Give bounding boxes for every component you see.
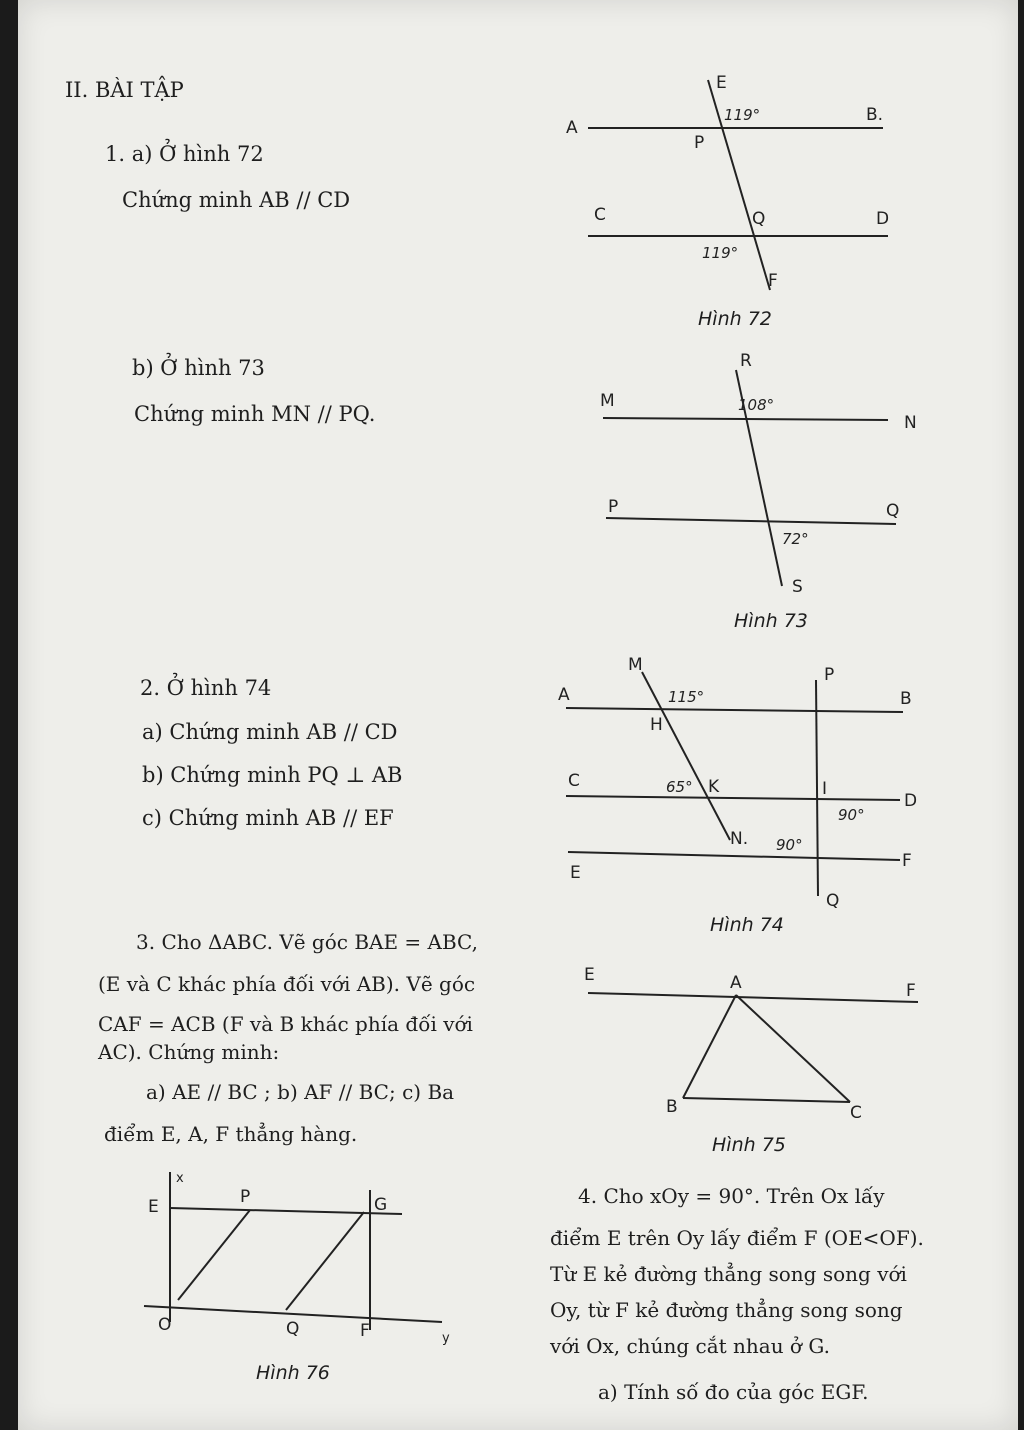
ex2-c: c) Chứng minh AB // EF bbox=[142, 806, 394, 830]
line-pq bbox=[606, 518, 896, 524]
h75-label-e: E bbox=[584, 965, 595, 985]
ex2-head: 2. Ở hình 74 bbox=[140, 676, 272, 700]
h73-label-r: R bbox=[740, 351, 752, 371]
caption-h75: Hình 75 bbox=[712, 1134, 786, 1156]
h73-angle-72: 72° bbox=[782, 530, 809, 548]
ex1-a-prove: Chứng minh AB // CD bbox=[122, 188, 351, 212]
h73-label-p: P bbox=[608, 497, 619, 517]
h72-label-q: Q bbox=[752, 209, 766, 229]
h73-label-n: N bbox=[904, 413, 917, 433]
line-pq-74 bbox=[816, 680, 818, 896]
side-ac bbox=[736, 995, 850, 1102]
section-title: II. BÀI TẬP bbox=[65, 78, 184, 102]
h74-label-i: I bbox=[822, 779, 828, 799]
h74-label-a: A bbox=[558, 685, 570, 705]
h76-label-p: P bbox=[240, 1187, 251, 1207]
ex1-a-line: 1. a) Ở hình 72 bbox=[105, 142, 264, 166]
h74-label-m: M bbox=[628, 655, 643, 675]
h76-label-e: E bbox=[148, 1197, 159, 1217]
h74-label-f: F bbox=[902, 851, 912, 871]
figures-canvas bbox=[18, 0, 1018, 1430]
ex4-line4: Oy, từ F kẻ đường thẳng song song bbox=[550, 1298, 903, 1322]
h72-label-p: P bbox=[694, 133, 705, 153]
h72-label-f: F bbox=[768, 271, 778, 291]
h74-label-b: B bbox=[900, 689, 912, 709]
line-op bbox=[178, 1210, 250, 1300]
ex3-line2: (E và C khác phía đối với AB). Vẽ góc bbox=[98, 972, 476, 996]
h76-label-q: Q bbox=[286, 1319, 300, 1339]
ex1-b-line: b) Ở hình 73 bbox=[132, 356, 265, 380]
ex4-line3: Từ E kẻ đường thẳng song song với bbox=[550, 1262, 907, 1286]
ex3-line6: điểm E, A, F thẳng hàng. bbox=[104, 1122, 358, 1146]
h75-label-a: A bbox=[730, 973, 742, 993]
ex4-line2: điểm E trên Oy lấy điểm F (OE<OF). bbox=[550, 1226, 924, 1250]
h73-label-q: Q bbox=[886, 501, 900, 521]
h74-label-q: Q bbox=[826, 891, 840, 911]
figure-75 bbox=[588, 993, 918, 1102]
ex4-line1: 4. Cho xOy = 90°. Trên Ox lấy bbox=[578, 1184, 885, 1208]
h76-label-x: x bbox=[176, 1171, 184, 1186]
h72-label-c: C bbox=[594, 205, 606, 225]
ex4-line5: với Ox, chúng cắt nhau ở G. bbox=[550, 1334, 830, 1358]
h74-label-p: P bbox=[824, 665, 835, 685]
h75-label-f: F bbox=[906, 981, 916, 1001]
h74-label-d: D bbox=[904, 791, 918, 811]
line-qg bbox=[286, 1212, 364, 1310]
caption-h72: Hình 72 bbox=[698, 308, 772, 330]
h72-label-d: D bbox=[876, 209, 890, 229]
ex3-line5: a) AE // BC ; b) AF // BC; c) Ba bbox=[146, 1080, 455, 1104]
h76-label-o: O bbox=[158, 1315, 172, 1335]
line-eg bbox=[170, 1208, 402, 1214]
h74-label-e: E bbox=[570, 863, 581, 883]
line-ef-74 bbox=[568, 852, 900, 860]
h74-label-n: N. bbox=[730, 829, 749, 849]
side-ab bbox=[683, 995, 736, 1098]
ex1-b-prove: Chứng minh MN // PQ. bbox=[134, 402, 376, 426]
h72-label-a: A bbox=[566, 118, 578, 138]
ex3-line4: AC). Chứng minh: bbox=[98, 1040, 280, 1064]
figure-74 bbox=[566, 672, 903, 896]
h74-angle-65: 65° bbox=[666, 778, 693, 796]
caption-h76: Hình 76 bbox=[256, 1362, 330, 1384]
h76-label-f: F bbox=[360, 1321, 370, 1341]
textbook-page bbox=[18, 0, 1018, 1430]
h75-label-b: B bbox=[666, 1097, 678, 1117]
ex3-line3: CAF = ACB (F và B khác phía đối với bbox=[98, 1012, 473, 1036]
h72-label-b: B. bbox=[866, 105, 884, 125]
h74-label-k: K bbox=[708, 777, 720, 797]
side-bc bbox=[683, 1098, 850, 1102]
h72-angle-bottom: 119° bbox=[702, 244, 739, 262]
ex3-line1: 3. Cho ΔABC. Vẽ góc BAE = ABC, bbox=[136, 930, 478, 954]
h73-label-s: S bbox=[792, 577, 803, 597]
line-ef-75 bbox=[588, 993, 918, 1002]
h75-label-c: C bbox=[850, 1103, 862, 1123]
h74-angle-90-bottom: 90° bbox=[776, 836, 803, 854]
figure-76 bbox=[144, 1172, 442, 1330]
h74-label-c: C bbox=[568, 771, 580, 791]
ex4-line6: a) Tính số đo của góc EGF. bbox=[598, 1380, 869, 1404]
h72-label-e: E bbox=[716, 73, 727, 93]
h73-label-m: M bbox=[600, 391, 615, 411]
h74-angle-115: 115° bbox=[668, 688, 705, 706]
h76-label-y: y bbox=[442, 1331, 450, 1346]
ex2-b: b) Chứng minh PQ ⊥ AB bbox=[142, 763, 403, 787]
caption-h74: Hình 74 bbox=[710, 914, 784, 936]
line-cd-74 bbox=[566, 796, 900, 800]
h72-angle-top: 119° bbox=[724, 106, 761, 124]
line-ab-74 bbox=[566, 708, 903, 712]
caption-h73: Hình 73 bbox=[734, 610, 808, 632]
ex2-a: a) Chứng minh AB // CD bbox=[142, 720, 398, 744]
h74-angle-90-top: 90° bbox=[838, 806, 865, 824]
h76-label-g: G bbox=[374, 1195, 388, 1215]
h73-angle-108: 108° bbox=[738, 396, 775, 414]
h74-label-h: H bbox=[650, 715, 663, 735]
